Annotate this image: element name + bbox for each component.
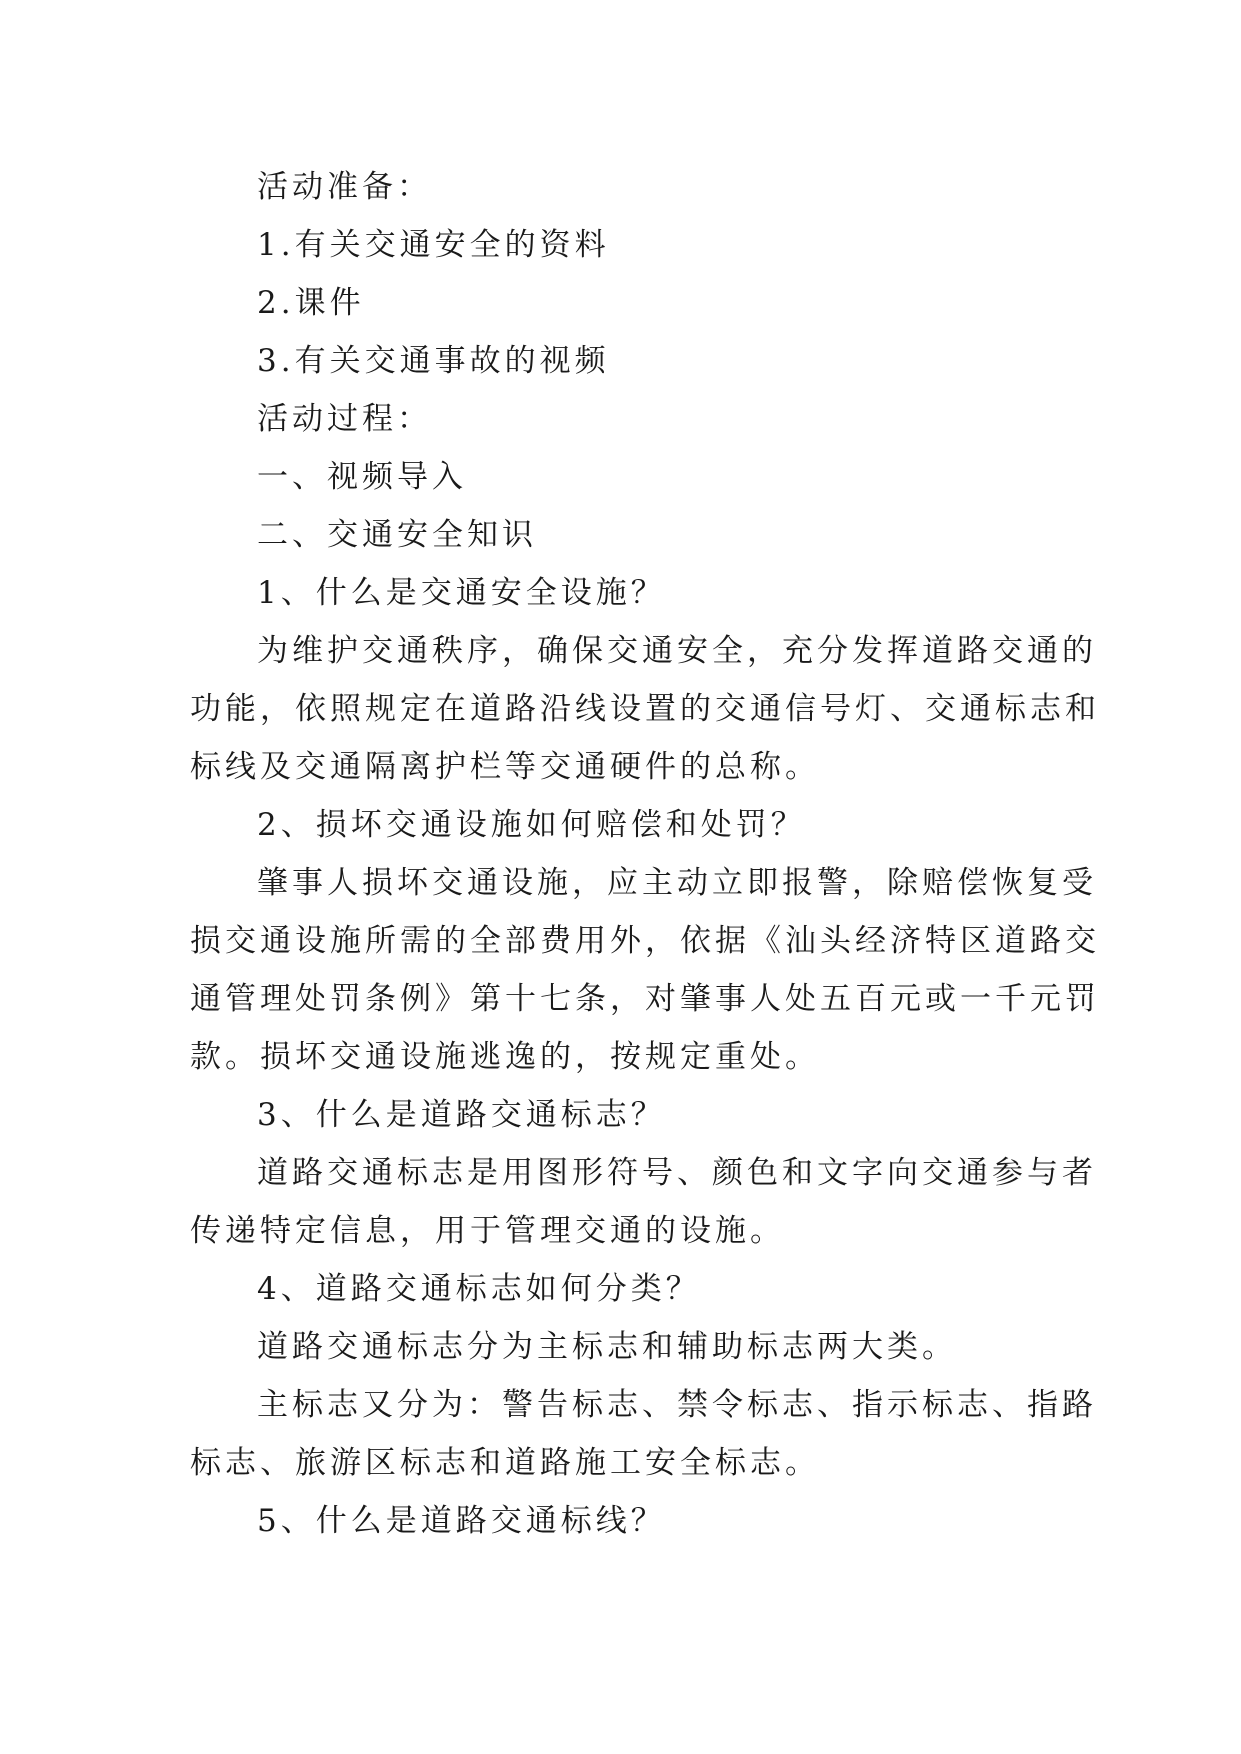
list-item: 3.有关交通事故的视频 bbox=[257, 343, 610, 379]
subsection-heading: 一、视频导入 bbox=[257, 459, 467, 495]
question-heading: 1、什么是交通安全设施？ bbox=[257, 575, 666, 611]
paragraph-line: 传递特定信息，用于管理交通的设施。 bbox=[190, 1213, 785, 1249]
paragraph-line: 道路交通标志分为主标志和辅助标志两大类。 bbox=[257, 1329, 957, 1365]
paragraph-line: 标线及交通隔离护栏等交通硬件的总称。 bbox=[190, 749, 820, 785]
question-heading: 3、什么是道路交通标志？ bbox=[257, 1097, 666, 1133]
list-item: 2.课件 bbox=[257, 285, 365, 321]
section-heading-preparation: 活动准备： bbox=[257, 169, 432, 205]
section-heading-process: 活动过程： bbox=[257, 401, 432, 437]
question-heading: 4、道路交通标志如何分类？ bbox=[257, 1271, 701, 1307]
question-heading: 5、什么是道路交通标线？ bbox=[257, 1503, 666, 1539]
paragraph-line: 功能，依照规定在道路沿线设置的交通信号灯、交通标志和 bbox=[190, 691, 1100, 727]
document-body bbox=[190, 158, 1100, 1550]
list-item: 1.有关交通安全的资料 bbox=[257, 227, 610, 263]
paragraph-line: 损交通设施所需的全部费用外，依据《汕头经济特区道路交 bbox=[190, 923, 1100, 959]
paragraph-line: 款。损坏交通设施逃逸的，按规定重处。 bbox=[190, 1039, 820, 1075]
question-heading: 2、损坏交通设施如何赔偿和处罚？ bbox=[257, 807, 806, 843]
paragraph-line: 通管理处罚条例》第十七条，对肇事人处五百元或一千元罚 bbox=[190, 981, 1100, 1017]
subsection-heading: 二、交通安全知识 bbox=[257, 517, 537, 553]
paragraph-line: 为维护交通秩序，确保交通安全，充分发挥道路交通的 bbox=[257, 633, 1097, 669]
paragraph-line: 道路交通标志是用图形符号、颜色和文字向交通参与者 bbox=[257, 1155, 1097, 1191]
paragraph-line: 标志、旅游区标志和道路施工安全标志。 bbox=[190, 1445, 820, 1481]
paragraph-line: 主标志又分为：警告标志、禁令标志、指示标志、指路 bbox=[257, 1387, 1097, 1423]
paragraph-line: 肇事人损坏交通设施，应主动立即报警，除赔偿恢复受 bbox=[257, 865, 1097, 901]
